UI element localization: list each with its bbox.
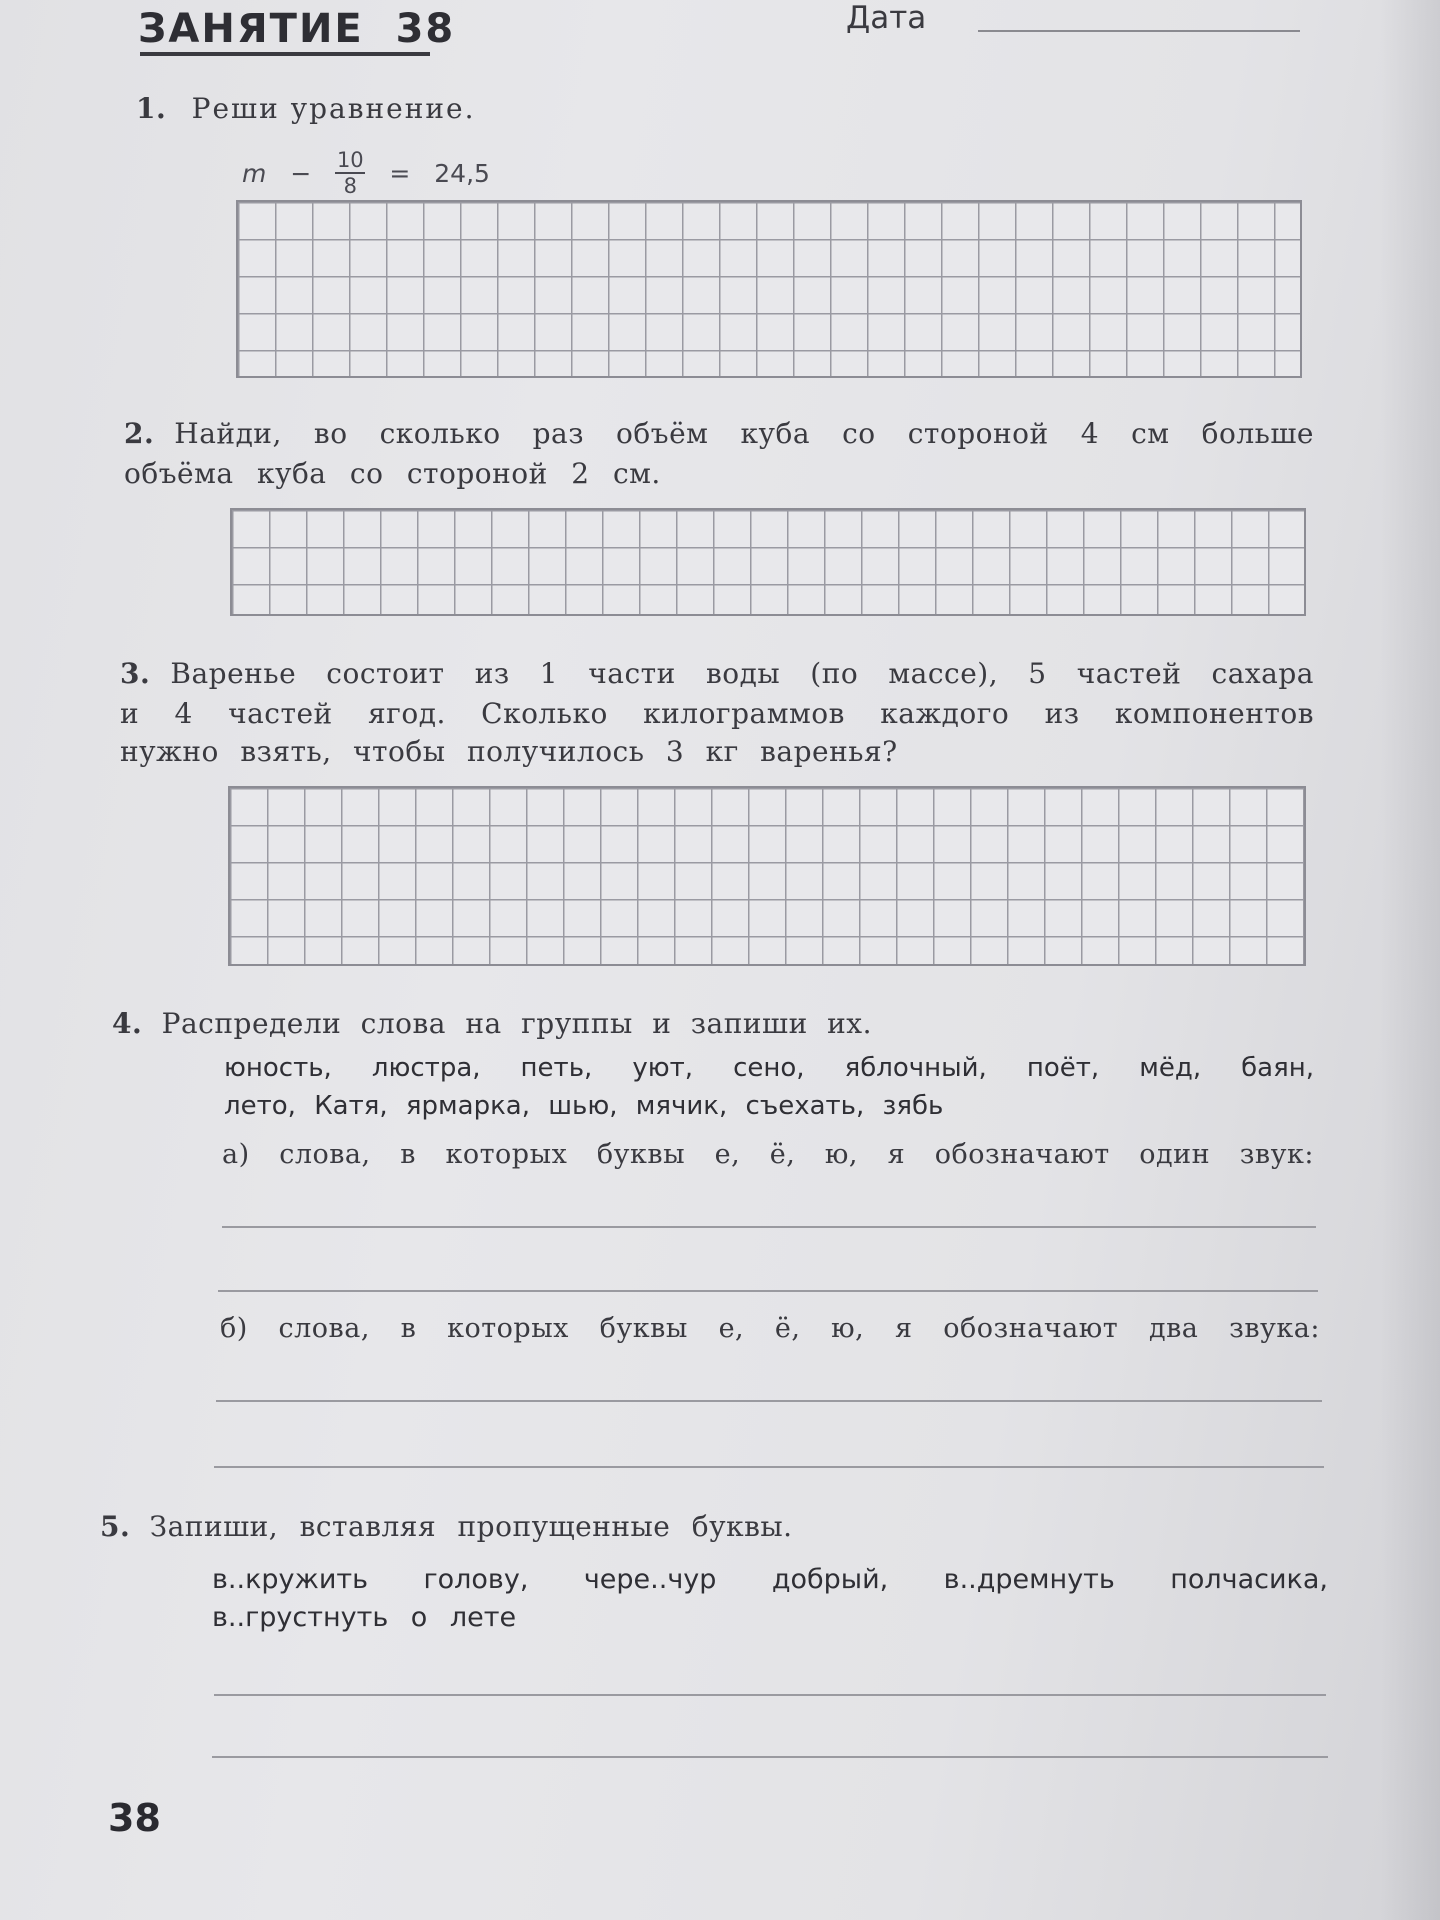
task-5-words-line-2: в..грустнуть о лете [212,1602,517,1633]
task-1-text: Реши уравнение. [191,92,476,125]
fraction-denominator: 8 [343,174,357,198]
task-1-number: 1. [136,92,167,125]
fraction-numerator: 10 [336,148,364,172]
task-3-number: 3. [120,657,151,690]
task-4-words-line-1: юность, люстра, петь, уют, сено, яблочный, поёт, мёд, баян, [224,1053,1314,1083]
equation-result: 24,5 [434,158,490,188]
equation-fraction [335,148,365,198]
task-4-number: 4. [112,1007,143,1040]
task-3-text-3: нужно взять, чтобы получилось 3 кг варенья? [120,735,898,768]
task-4-words-line-2: лето, Катя, ярмарка, шью, мячик, съехать, зябь [224,1091,944,1121]
task-3-line-3 [120,733,1314,771]
page-edge-shadow [1380,0,1440,1920]
task-4a-answer-line-2[interactable] [218,1290,1318,1292]
task-5-words-line-1: в..кружить голову, чере..чур добрый, в..дремнуть полчасика, [212,1564,1328,1595]
equation-variable: m [242,158,267,188]
task-5-prompt [100,1508,1000,1546]
task-4-text: Распредели слова на группы и запиши их. [161,1007,872,1040]
task-2-line-1 [124,415,1314,453]
task-3-line-2 [120,695,1314,733]
task-4-prompt [112,1005,1012,1043]
task-5-number: 5. [100,1510,131,1543]
task-2-number: 2. [124,417,155,450]
lesson-title: ЗАНЯТИЕ 38 [138,6,456,52]
task-4-part-a: а) слова, в которых буквы е, ё, ю, я обозначают один звук: [222,1139,1314,1170]
task-1-prompt [136,90,736,128]
task-3-text-1: Варенье состоит из 1 части воды (по массе), 5 частей сахара [170,657,1314,690]
task-4b-answer-line-1[interactable] [216,1400,1322,1402]
date-label: Дата [846,0,927,36]
task-2-answer-grid[interactable] [230,508,1306,616]
equation-minus: − [290,158,312,188]
date-answer-line[interactable] [978,30,1300,32]
task-1-answer-grid[interactable] [236,200,1302,378]
task-3-text-2: и 4 частей ягод. Сколько килограммов каждого из компонентов [120,697,1314,730]
lesson-title-underline [140,52,430,56]
task-4b-answer-line-2[interactable] [214,1466,1324,1468]
page-number: 38 [108,1796,161,1840]
task-5-text: Запиши, вставляя пропущенные буквы. [149,1510,793,1543]
equation-equals: = [389,158,411,188]
task-4a-answer-line-1[interactable] [222,1226,1316,1228]
task-3-line-1 [120,655,1314,693]
task-2-line-2 [124,455,1314,493]
task-2-text-2: объёма куба со стороной 2 см. [124,457,661,490]
equation [242,140,490,206]
task-4-part-b: б) слова, в которых буквы е, ё, ю, я обозначают два звука: [220,1313,1320,1344]
task-2-text-1: Найди, во сколько раз объём куба со стороной 4 см больше [174,417,1314,450]
task-5-answer-line-2[interactable] [212,1756,1328,1758]
task-5-answer-line-1[interactable] [214,1694,1326,1696]
task-3-answer-grid[interactable] [228,786,1306,966]
